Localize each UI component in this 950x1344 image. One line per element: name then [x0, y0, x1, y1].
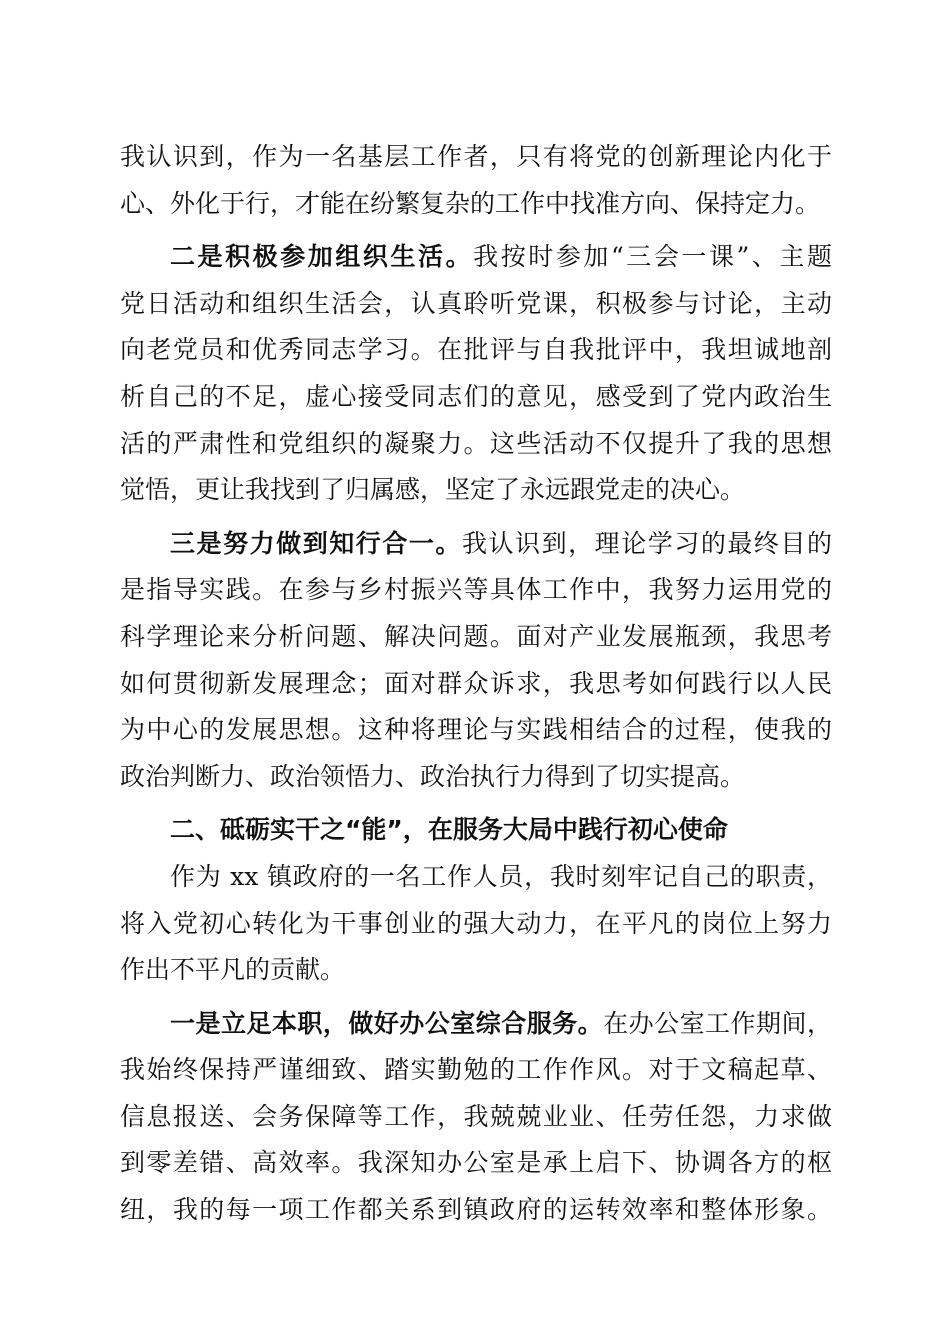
text-line: 科学理论来分析问题、解决问题。面对产业发展瓶颈，我思考 [120, 621, 832, 651]
paragraph-lead: 二是积极参加组织生活。 [170, 242, 474, 272]
text-line [120, 234, 832, 281]
paragraph-1 [120, 134, 832, 227]
text-line: 到零差错、高效率。我深知办公室是承上启下、协调各方的枢 [120, 1148, 832, 1178]
text-line: 为中心的发展思想。这种将理论与实践相结合的过程，使我的 [120, 715, 832, 745]
text-line: 我始终保持严谨细致、踏实勤勉的工作作风。对于文稿起草、 [120, 1055, 832, 1085]
text-line: 析自己的不足，虚心接受同志们的意见，感受到了党内政治生 [120, 381, 832, 411]
document-page [120, 134, 832, 1234]
paragraph-3 [120, 521, 832, 801]
text-line: 党日活动和组织生活会，认真聆听党课，积极参与讨论，主动 [120, 288, 832, 318]
paragraph-5 [120, 1001, 832, 1234]
text-line: 纽，我的每一项工作都关系到镇政府的运转效率和整体形象。 [120, 1195, 832, 1225]
paragraph-lead: 一是立足本职，做好办公室综合服务。 [170, 1008, 604, 1038]
text-line [120, 1001, 832, 1048]
paragraph-text: 我认识到，理论学习的最终目的 [461, 528, 832, 558]
section-heading: 二、砥砺实干之“能”，在服务大局中践行初心使命 [170, 815, 728, 845]
paragraph-lead: 三是努力做到知行合一。 [170, 528, 462, 558]
paragraph-4 [120, 854, 832, 994]
text-line: 活的严肃性和党组织的凝聚力。这些活动不仅提升了我的思想 [120, 428, 832, 458]
text-line: 是指导实践。在参与乡村振兴等具体工作中，我努力运用党的 [120, 575, 832, 605]
text-line: 心、外化于行，才能在纷繁复杂的工作中找准方向、保持定力。 [120, 188, 821, 218]
text-line: 信息报送、会务保障等工作，我兢兢业业、任劳任怨，力求做 [120, 1101, 832, 1131]
paragraph-2 [120, 234, 832, 514]
text-line: 作出不平凡的贡献。 [120, 955, 346, 985]
text-line: 作为 xx 镇政府的一名工作人员，我时刻牢记自己的职责， [170, 861, 832, 891]
text-line: 政治判断力、政治领悟力、政治执行力得到了切实提高。 [120, 761, 746, 791]
text-line: 向老党员和优秀同志学习。在批评与自我批评中，我坦诚地剖 [120, 335, 832, 365]
paragraph-text: 我按时参加“三会一课”、主题 [473, 242, 832, 272]
text-line: 觉悟，更让我找到了归属感，坚定了永远跟党走的决心。 [120, 475, 746, 505]
text-line: 将入党初心转化为干事创业的强大动力，在平凡的岗位上努力 [120, 908, 832, 938]
text-line [120, 521, 832, 568]
paragraph-text: 在办公室工作期间， [603, 1008, 832, 1038]
text-line: 我认识到，作为一名基层工作者，只有将党的创新理论内化于 [120, 142, 832, 171]
text-line: 如何贯彻新发展理念；面对群众诉求，我思考如何践行以人民 [120, 668, 832, 698]
